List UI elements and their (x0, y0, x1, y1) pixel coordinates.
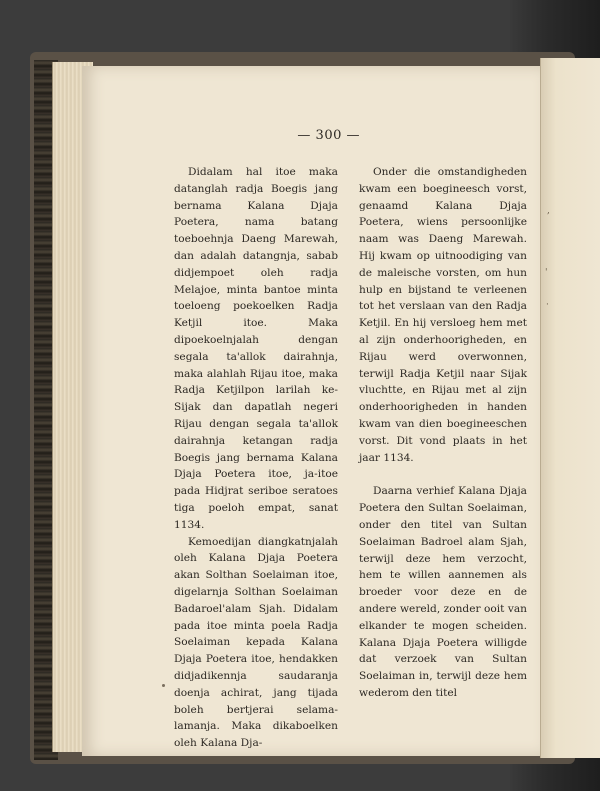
right-column-dutch (359, 164, 527, 702)
facing-page-edge (540, 58, 600, 758)
paragraph: Daarna verhief Kalana Djaja Poetera den Sultan Soelaiman, onder den titel van Sultan Soelaiman Badroel alam Sjah, terwijl deze hem verzocht, hem te willen aannemen als broeder voor deze en de andere wereld, zonder ooit van elkander te mogen scheiden. Kalana Djaja Poetera willigde dat verzoek van Sultan Soelaiman in, terwijl deze hem wederom den titel (359, 485, 527, 699)
left-column-malay (174, 164, 338, 752)
margin-mark: ' (545, 268, 548, 278)
paragraph: Didalam hal itoe maka datanglah radja Boegis jang bernama Kalana Djaja Poetera, nama batang toeboehnja Daeng Marewah, dan adalah datangnja, sabab didjempoet oleh radja Melajoe, minta bantoe minta toeloeng poekoelken Radja Ketjil itoe. Maka dipoekoelnjalah dengan segala ta'allok dairahnja, maka alahlah Rijau itoe, maka Radja Ketjilpon larilah ke-Sijak dan dapatlah negeri Rijau dengan segala ta'allok dairahnja ketangan radja Boegis jang bernama Kalana Djaja Poetera itoe, ja-itoe pada Hidjrat seriboe seratoes tiga poeloh empat, sanat 1134. (174, 166, 338, 531)
margin-mark: , (547, 206, 550, 216)
ink-speck (162, 684, 165, 687)
page-number: — 300 — (297, 128, 360, 143)
paragraph: Onder die omstandigheden kwam een boegineesch vorst, genaamd Kalana Djaja Poetera, wiens persoonlijke naam was Daeng Marewah. Hij kwam op uitnoodiging van de maleische vorsten, om hun hulp en bijstand te verleenen tot het verslaan van den Radja Ketjil. En hij versloeg hem met al zijn onderhoorigheden, en Rijau werd overwonnen, terwijl Radja Ketjil naar Sijak vluchtte, en Rijau met al zijn onderhoorigheden in handen kwam van dien boegineeschen vorst. Dit vond plaats in het jaar 1134. (359, 166, 527, 464)
margin-mark: · (546, 300, 549, 310)
paragraph: Kemoedijan diangkatnjalah oleh Kalana Djaja Poetera akan Solthan Soelaiman itoe, digelarnja Solthan Soelaiman Badaroel'alam Sjah. Didalam pada itoe minta poela Radja Soelaiman kepada Kalana Djaja Poetera itoe, hendakken didjadikennja saudaranja doenja achirat, jang tijada boleh bertjerai selama-lamanja. Maka dikaboelken oleh Kalana Dja- (174, 535, 338, 750)
book-page (82, 66, 540, 756)
